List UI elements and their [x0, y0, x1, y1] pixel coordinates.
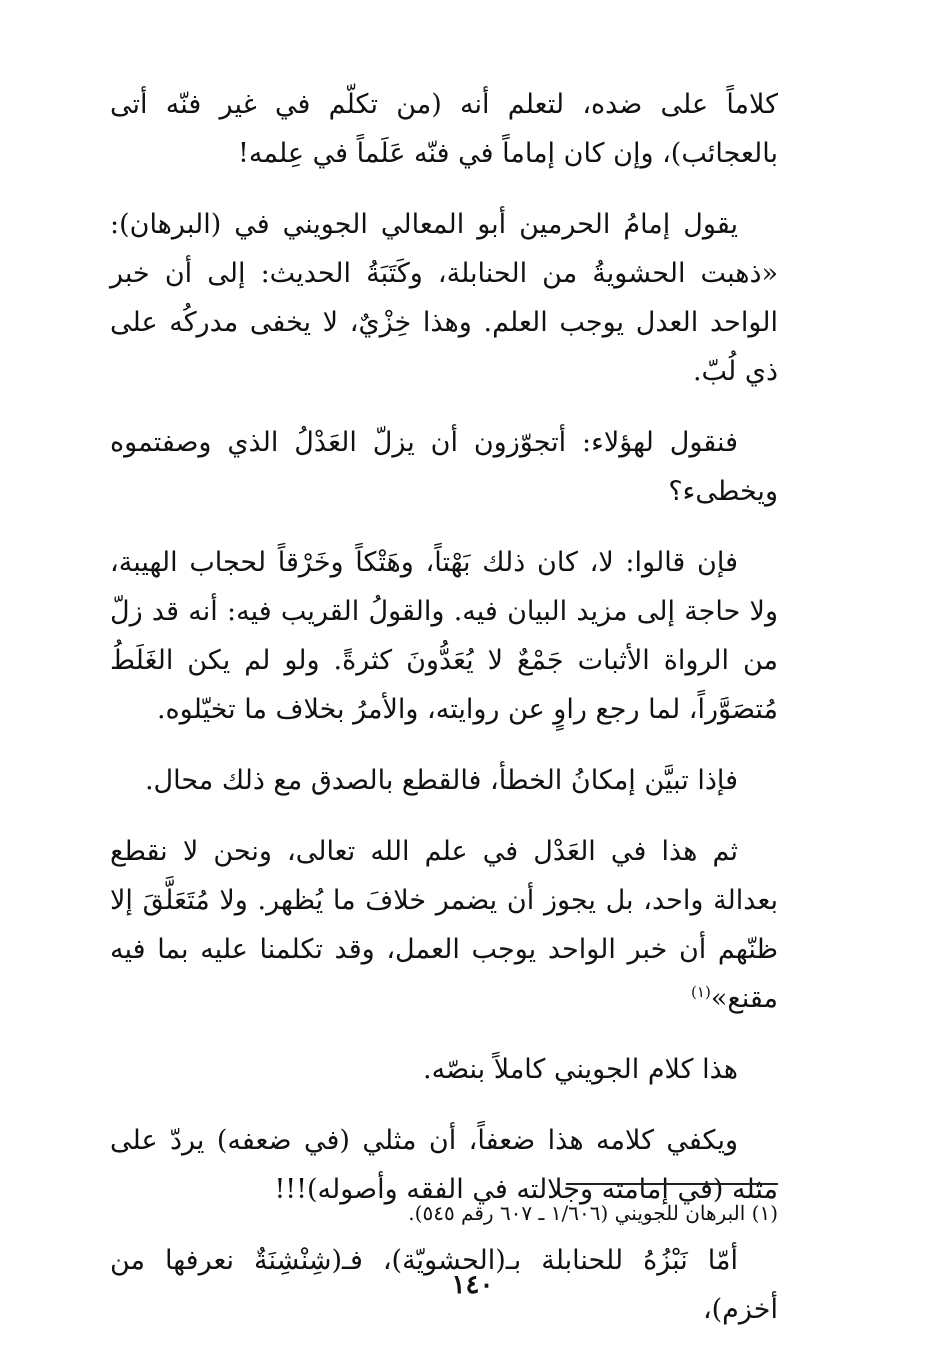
paragraph-9: أمّا نَبْزُهُ للحنابلة بـ(الحشويّة)، فـ(شِنْشِنَةٌ نعرفها من أخزم)، [110, 1245, 778, 1325]
paragraph-1: كلاماً على ضده، لتعلم أنه (من تكلّم في غير فنّه أتى بالعجائب)، وإن كان إماماً في فنّه عَلَماً في عِلمه! [110, 89, 778, 169]
paragraph-8: ويكفي كلامه هذا ضعفاً، أن مثلي (في ضعفه) يردّ على مثله (في إمامته وجلالته في الفقه وأصوله)!!! [110, 1125, 778, 1205]
footnote: (١) البرهان للجويني (١/٦٠٦ ـ ٦٠٧ رقم ٥٤٥). [408, 1201, 778, 1225]
paragraph-7: هذا كلام الجويني كاملاً بنصّه. [423, 1054, 738, 1085]
paragraph-3: فنقول لهؤلاء: أتجوّزون أن يزلّ العَدْلُ الذي وصفتموه ويخطىء؟ [110, 427, 778, 507]
main-text [110, 80, 778, 1356]
paragraph-2: يقول إمامُ الحرمين أبو المعالي الجويني في (البرهان): «ذهبت الحشويةُ من الحنابلة، وكَتَبَةُ الحديث: إلى أن خبر الواحد العدل يوجب العلم. وهذا خِزْيٌ، لا يخفى مدركُه على ذي لُبّ. [110, 209, 778, 387]
footnote-reference[interactable]: (١) [691, 983, 711, 1001]
paragraph-5: فإذا تبيَّن إمكانُ الخطأ، فالقطع بالصدق مع ذلك محال. [144, 765, 738, 796]
paragraph-4: فإن قالوا: لا، كان ذلك بَهْتاً، وهَتْكاً وخَرْقاً لحجاب الهيبة، ولا حاجة إلى مزيد البيان فيه. والقولُ القريب فيه: أنه قد زلّ من الرواة الأثبات جَمْعٌ لا يُعَدُّونَ كثرةً. ولو لم يكن الغَلَطُ مُتصَوَّراً، لما رجع راوٍ عن روايته، والأمرُ بخلاف ما تخيّلوه. [110, 547, 778, 725]
footnote-divider [566, 1183, 778, 1185]
page-number: ١٤٠ [451, 1270, 494, 1300]
paragraph-6: ثم هذا في العَدْل في علم الله تعالى، ونحن لا نقطع بعدالة واحد، بل يجوز أن يضمر خلافَ ما يُظهر. ولا مُتَعَلَّقَ إلا ظنّهم أن خبر الواحد يوجب العمل، وقد تكلمنا عليه بما فيه مقنع»$^{(١)}$ [110, 836, 778, 1014]
